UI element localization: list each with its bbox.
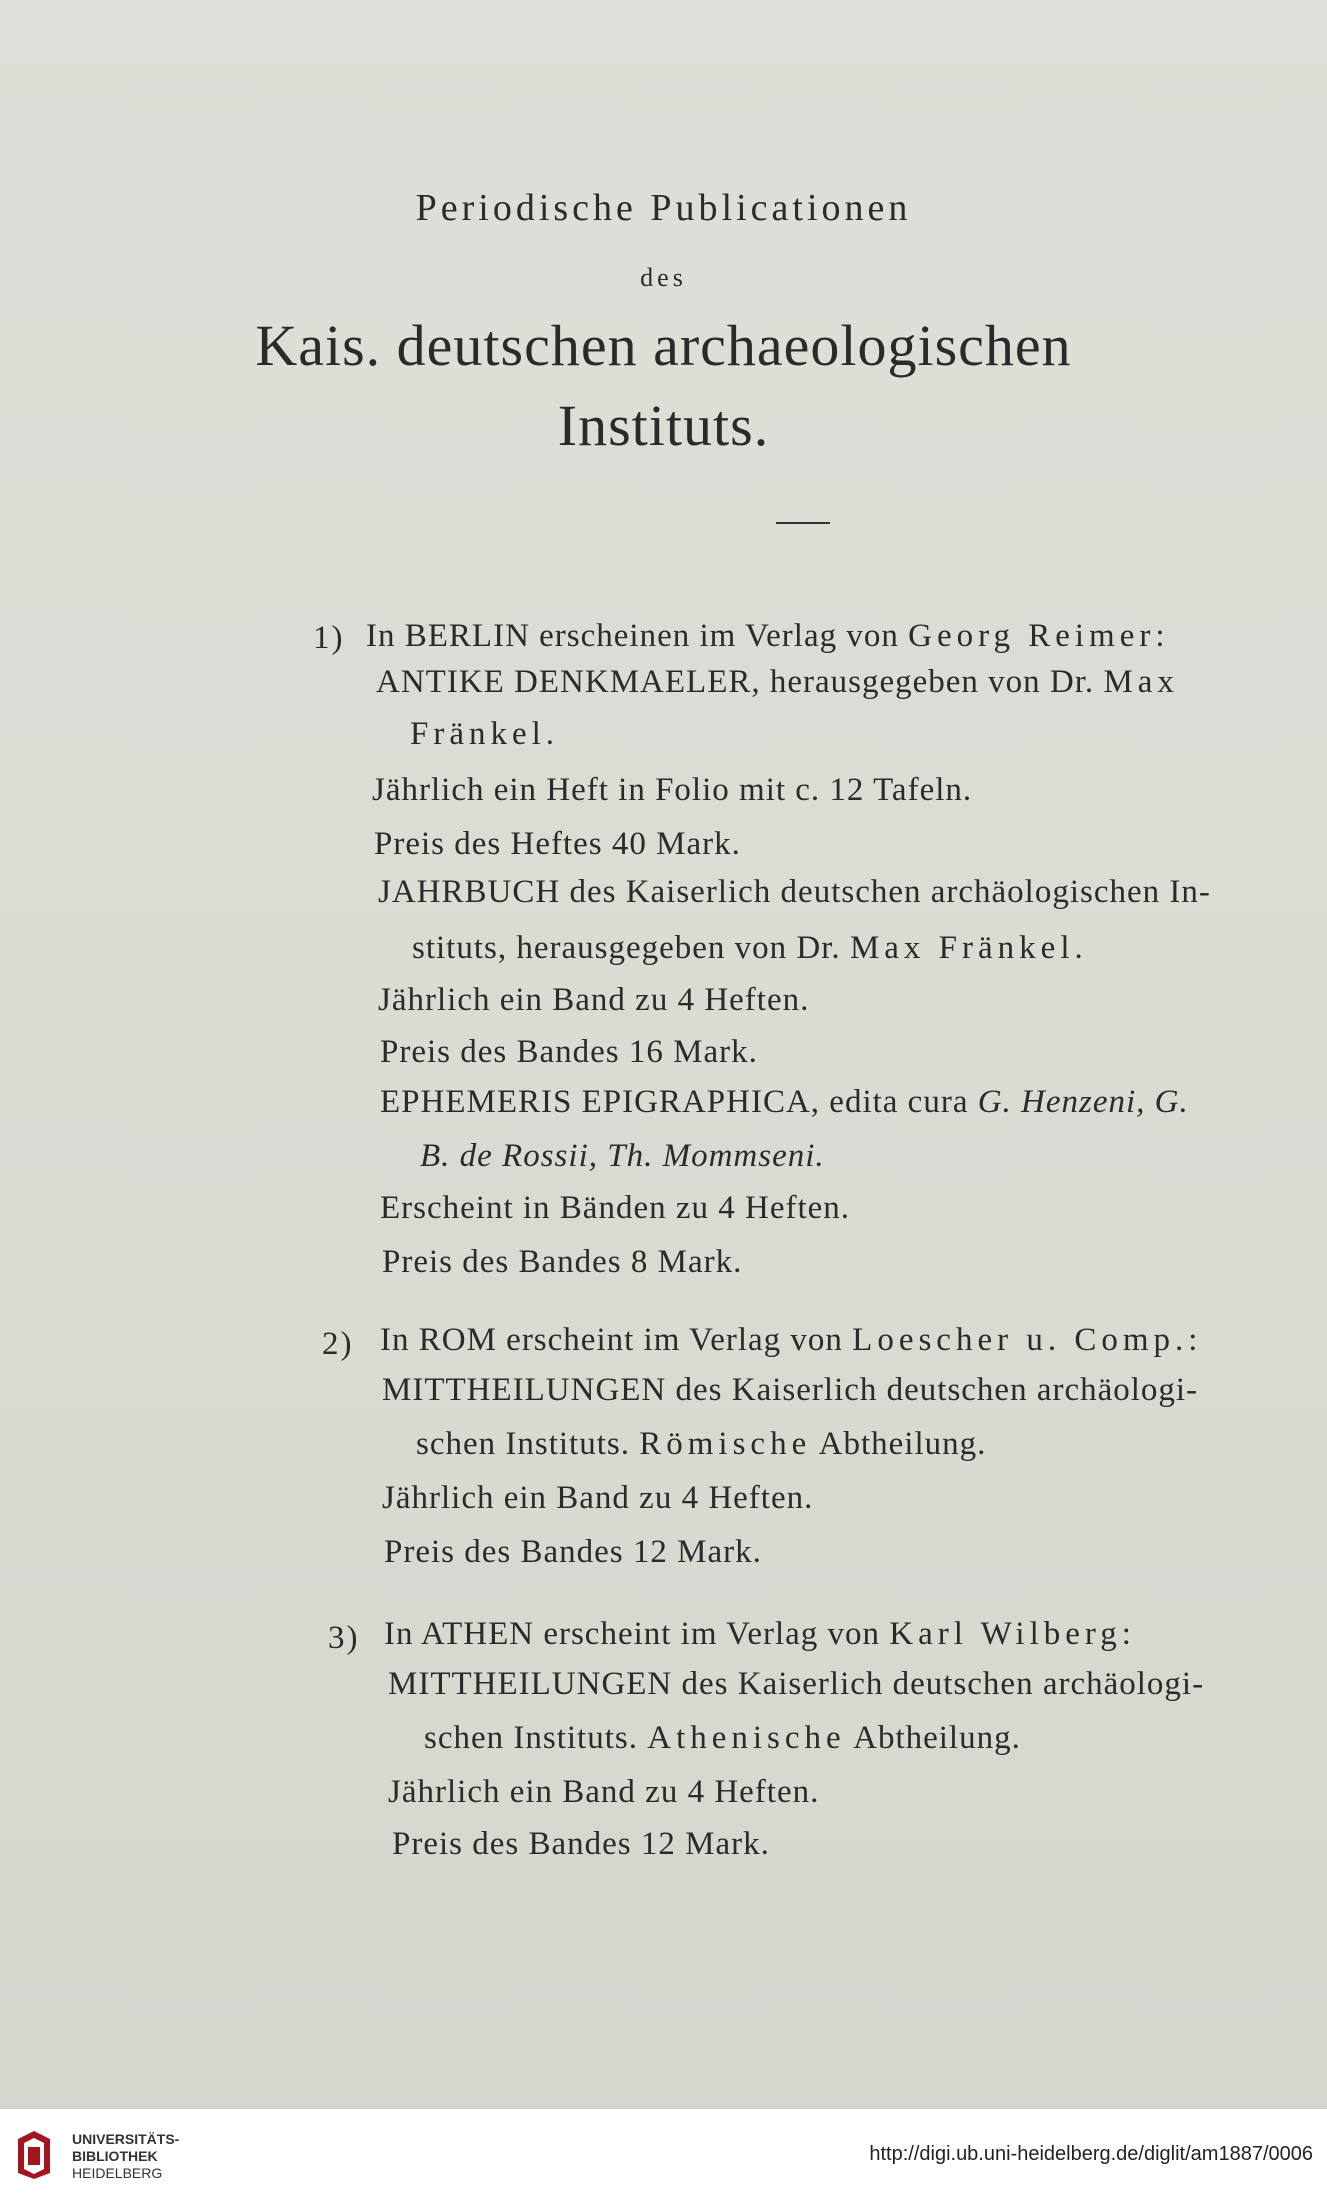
section-3-publisher: Karl Wilberg: xyxy=(889,1616,1136,1652)
section-2-intro xyxy=(380,1322,1202,1359)
section-3-detail-2: Preis des Bandes 12 Mark. xyxy=(392,1826,770,1862)
library-name xyxy=(72,2131,179,2182)
section-3-department: Athenische xyxy=(647,1720,846,1756)
entry-jahrbuch-detail-2: Preis des Bandes 16 Mark. xyxy=(380,1034,758,1070)
entry-jahrbuch-line-1 xyxy=(378,874,1211,911)
section-2-line-2 xyxy=(416,1426,986,1463)
library-name-line-2: BIBLIOTHEK xyxy=(72,2148,158,2164)
header-line-4: Instituts. xyxy=(557,393,770,458)
entry-jahrbuch-detail-1: Jährlich ein Band zu 4 Heften. xyxy=(378,982,810,1018)
entry-ephemeris-rest: edita cura xyxy=(820,1084,978,1120)
section-3-line-1 xyxy=(388,1666,1204,1703)
section-2-cont-a: schen Instituts. xyxy=(416,1426,640,1462)
section-2-intro-text: In ROM erscheint im Verlag von xyxy=(380,1322,853,1358)
header-line-1: Periodische Publicationen xyxy=(415,187,912,229)
section-3-title: MITTHEILUNGEN xyxy=(388,1666,673,1702)
entry-antike-editor: Max xyxy=(1103,664,1179,700)
section-3-intro-text: In ATHEN erscheint im Verlag von xyxy=(384,1616,890,1652)
entry-ephemeris-detail-1: Erscheint in Bänden zu 4 Heften. xyxy=(380,1190,851,1226)
section-1-intro xyxy=(366,618,1170,655)
entry-ephemeris-editors: G. Henzeni, G. xyxy=(977,1084,1189,1120)
section-3-rest: des Kaiserlich deutschen archäologi- xyxy=(672,1666,1205,1702)
section-2-detail-2: Preis des Bandes 12 Mark. xyxy=(384,1534,762,1570)
section-2-detail-1: Jährlich ein Band zu 4 Heften. xyxy=(382,1480,814,1516)
section-2-title: MITTHEILUNGEN xyxy=(382,1372,667,1408)
footer-bar xyxy=(0,2108,1327,2205)
entry-antike-line-1 xyxy=(376,664,1179,701)
library-name-line-1: UNIVERSITÄTS- xyxy=(72,2131,180,2147)
section-3-cont-c: Abtheilung. xyxy=(845,1720,1021,1756)
section-2-department: Römische xyxy=(639,1426,812,1462)
section-3-detail-1: Jährlich ein Band zu 4 Heften. xyxy=(388,1774,820,1810)
entry-antike-rest: herausgegeben von Dr. xyxy=(760,664,1104,700)
entry-ephemeris-detail-2: Preis des Bandes 8 Mark. xyxy=(382,1244,743,1280)
section-2-line-1 xyxy=(382,1372,1198,1409)
section-2-cont-c: Abtheilung. xyxy=(811,1426,987,1462)
entry-antike-title: ANTIKE DENKMAELER, xyxy=(376,664,761,700)
entry-ephemeris-line-2: B. de Rossii, Th. Mommseni. xyxy=(420,1138,825,1174)
source-url[interactable]: http://digi.ub.uni-heidelberg.de/diglit/am1887/0006 xyxy=(869,2143,1313,2165)
entry-antike-detail-1: Jährlich ein Heft in Folio mit c. 12 Tafeln. xyxy=(372,772,973,808)
section-2-number: 2) xyxy=(322,1326,354,1362)
entry-antike-detail-2: Preis des Heftes 40 Mark. xyxy=(374,826,741,862)
section-1-publisher: Georg Reimer: xyxy=(908,618,1170,654)
entry-jahrbuch-cont: stituts, herausgegeben von Dr. xyxy=(412,930,850,966)
library-name-line-3: HEIDELBERG xyxy=(72,2165,163,2181)
entry-jahrbuch-rest: des Kaiserlich deutschen archäologischen In- xyxy=(560,874,1211,910)
header-line-3: Kais. deutschen archaeologischen xyxy=(255,313,1072,378)
section-2-rest: des Kaiserlich deutschen archäologi- xyxy=(666,1372,1199,1408)
section-1-intro-text: In BERLIN erscheinen im Verlag von xyxy=(366,618,909,654)
entry-jahrbuch-title: JAHRBUCH xyxy=(378,874,561,910)
section-3-number: 3) xyxy=(328,1620,360,1656)
entry-jahrbuch-editor: Max Fränkel. xyxy=(849,930,1088,966)
entry-ephemeris-line-1 xyxy=(380,1084,1189,1121)
entry-jahrbuch-line-2 xyxy=(412,930,1088,967)
section-2-publisher: Loescher u. Comp.: xyxy=(852,1322,1203,1358)
section-1-number: 1) xyxy=(313,620,345,656)
section-3-cont-a: schen Instituts. xyxy=(424,1720,648,1756)
library-logo-icon xyxy=(14,2129,54,2181)
header-line-2: des xyxy=(640,263,687,292)
section-3-intro xyxy=(384,1616,1136,1653)
header-divider xyxy=(776,522,830,524)
entry-antike-line-2: Fränkel. xyxy=(410,716,560,752)
entry-ephemeris-title: EPHEMERIS EPIGRAPHICA, xyxy=(380,1084,821,1120)
section-3-line-2 xyxy=(424,1720,1021,1757)
